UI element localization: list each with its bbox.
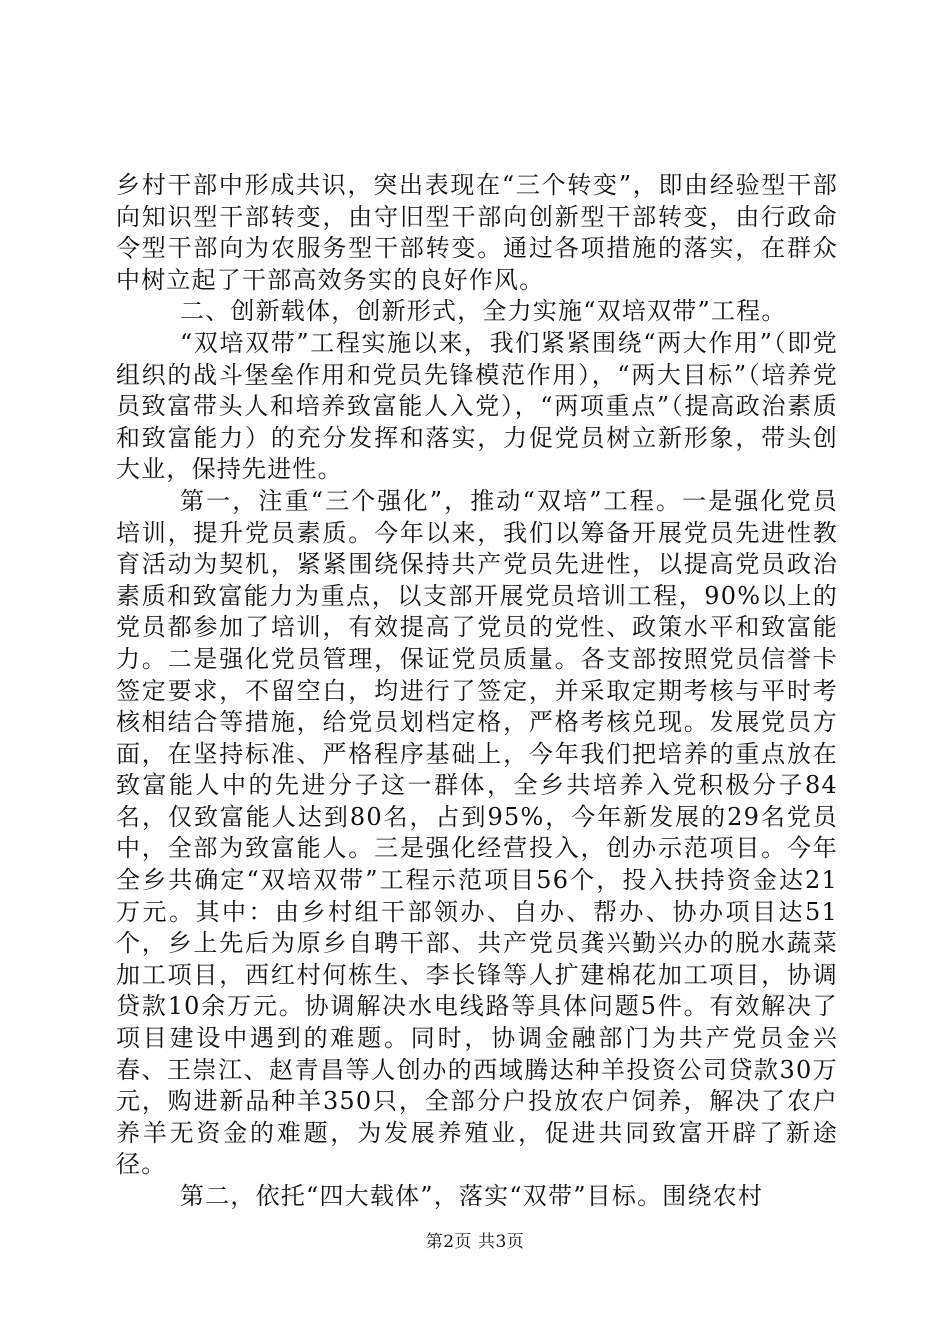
paragraph-cadre-consensus: 乡村干部中形成共识，突出表现在“三个转变”，即由经验型干部向知识型干部转变，由守旧型干部向创新型干部转变，由行政命令型干部向为农服务型干部转变。通过各项措施的落实，在群众中树立起了干部高效务实的良好作风。 (116, 171, 838, 294)
document-body (116, 170, 838, 1213)
paragraph-second-point: 第二，依托“四大载体”，落实“双带”目标。围绕农村 (180, 1182, 764, 1210)
paragraph-project-overview: “双培双带”工程实施以来，我们紧紧围绕“两大作用”（即党组织的战斗堡垒作用和党员先锋模范作用），“两大目标”（培养党员致富带头人和培养致富能人入党），“两项重点”（提高政治素质和致富能力）的充分发挥和落实，力促党员树立新形象，带头创大业，保持先进性。 (116, 328, 838, 484)
page-footer: 第2页 共3页 (425, 1232, 525, 1252)
paragraph-first-point: 第一，注重“三个强化”，推动“双培”工程。一是强化党员培训，提升党员素质。今年以来，我们以筹备开展党员先进性教育活动为契机，紧紧围绕保持共产党员先进性，以提高党员政治素质和致富能力为重点，以支部开展党员培训工程，90%以上的党员都参加了培训，有效提高了党员的党性、政策水平和致富能力。二是强化党员管理，保证党员质量。各支部按照党员信誉卡签定要求，不留空白，均进行了签定，并采取定期考核与平时考核相结合等措施，给党员划档定格，严格考核兑现。发展党员方面，在坚持标准、严格程序基础上，今年我们把培养的重点放在致富能人中的先进分子这一群体，全乡共培养入党积极分子84名，仅致富能人达到80名，占到95%，今年新发展的29名党员中，全部为致富能人。三是强化经营投入，创办示范项目。今年全乡共确定“双培双带”工程示范项目56个，投入扶持资金达21万元。其中：由乡村组干部领办、自办、帮办、协办项目达51个，乡上先后为原乡自聘干部、共产党员龚兴勤兴办的脱水蔬菜加工项目，西红村何栋生、李长锋等人扩建棉花加工项目，协调贷款10余万元。协调解决水电线路等具体问题5件。有效解决了项目建设中遇到的难题。同时，协调金融部门为共产党员金兴春、王崇江、赵青昌等人创办的西域腾达种羊投资公司贷款30万元，购进新品种羊350只，全部分户投放农户饲养，解决了农户养羊无资金的难题，为发展养殖业，促进共同致富开辟了新途径。 (116, 486, 838, 1179)
section-heading-two: 二、创新载体，创新形式，全力实施“双培双带”工程。 (180, 297, 787, 326)
